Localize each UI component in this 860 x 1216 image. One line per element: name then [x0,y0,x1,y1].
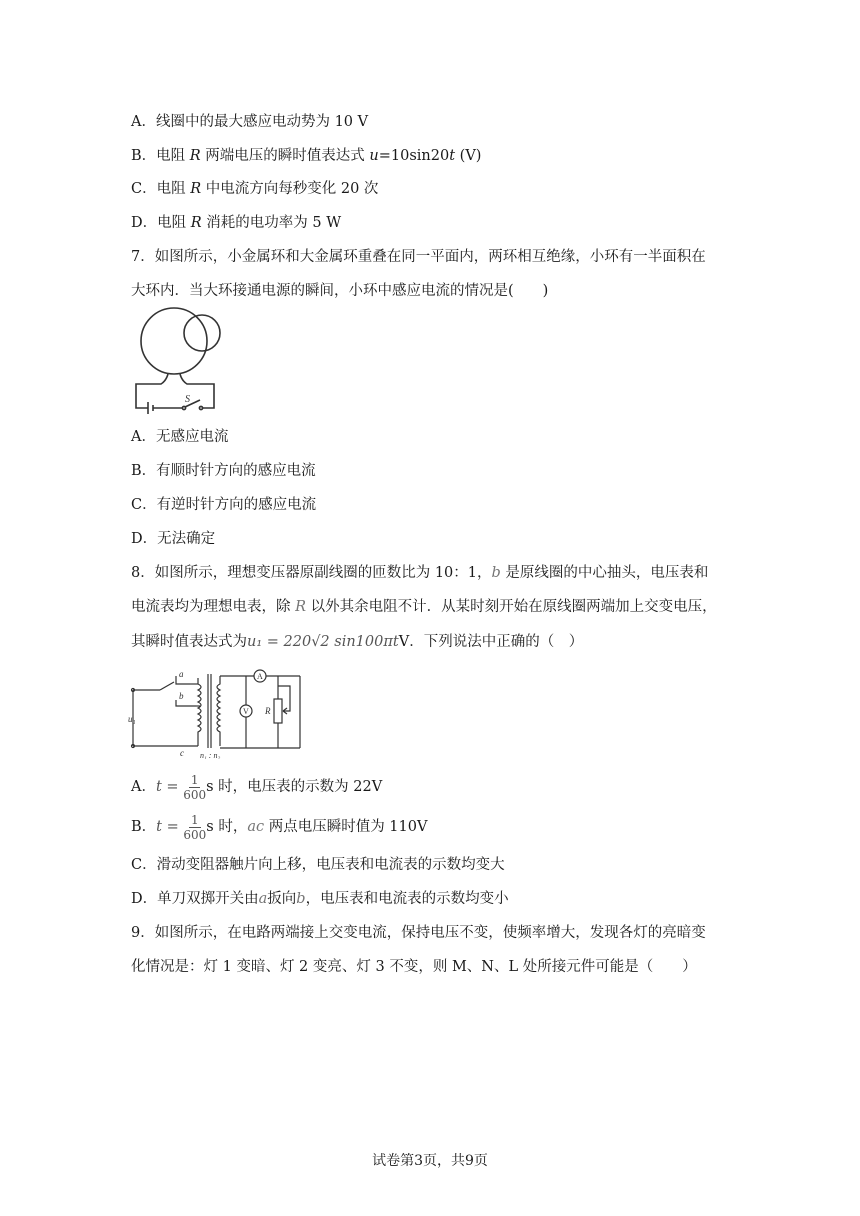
q8-option-c: C．滑动变阻器触片向上移，电压表和电流表的示数均变大 [131,857,505,873]
q8-terminal-a: a [179,669,184,679]
q6-option-d: D．电阻 R 消耗的电功率为 5 W [131,215,342,231]
q8-stem-line2: 电流表均为理想电表，除 R 以外其余电阻不计．从某时刻开始在原线圈两端加上交变电压， [131,599,717,615]
q8-turns-label: n₁ : n₂ [200,751,221,759]
page-footer: 试卷第3页，共9页 [372,1153,488,1169]
q8-option-a: A．t = $\frac{1}{600}$ s 时，电压表的示数为 22V [131,772,383,802]
q8-terminal-b: b [179,691,184,701]
q7-option-c: C．有逆时针方向的感应电流 [131,497,317,513]
q7-option-b: B．有顺时针方向的感应电流 [131,463,316,479]
q8-stem-line3: 其瞬时值表达式为u₁ = 220√2 sin100πtV．下列说法中正确的（ ） [131,634,584,650]
q8-u1-label: u₁ [128,714,136,724]
q7-option-d: D．无法确定 [131,531,216,547]
q7-stem-line1: 7．如图所示，小金属环和大金属环重叠在同一平面内，两环相互绝缘，小环有一半面积在 [131,249,706,265]
q6-option-c: C．电阻 R 中电流方向每秒变化 20 次 [131,181,379,197]
q7-ring-circuit-figure [130,305,230,415]
q9-stem-line1: 9．如图所示，在电路两端接上交变电流，保持电压不变，使频率增大，发现各灯的亮暗变 [131,925,706,941]
q7-option-a: A．无感应电流 [131,429,229,445]
q8-voltage-formula: u₁ = 220√2 sin100πt [247,634,399,650]
q7-stem-line2: 大环内．当大环接通电源的瞬间，小环中感应电流的情况是( ) [131,283,549,299]
voltmeter-icon-label: V [243,707,249,716]
q6-option-a: A．线圈中的最大感应电动势为 10 V [131,114,369,130]
ammeter-icon-label: A [257,672,263,681]
q8-resistor-label: R [265,706,271,716]
q9-stem-line2: 化情况是：灯 1 变暗、灯 2 变亮、灯 3 不变，则 M、N、L 处所接元件可能是（ ） [131,959,697,975]
q8-option-d: D．单刀双掷开关由a扳向b，电压表和电流表的示数均变小 [131,891,509,907]
q8-terminal-c: c [180,748,184,758]
q8-stem-line1: 8．如图所示，理想变压器原副线圈的匝数比为 10：1，b 是原线圈的中心抽头，电压表和 [131,565,709,581]
q7-switch-label: S [185,394,190,405]
q6-option-b: B．电阻 R 两端电压的瞬时值表达式 u=10sin20t (V) [131,148,482,164]
q8-option-b: B．t = $\frac{1}{600}$ s 时，ac 两点电压瞬时值为 110V [131,812,428,842]
q8-transformer-circuit-figure [128,664,303,759]
